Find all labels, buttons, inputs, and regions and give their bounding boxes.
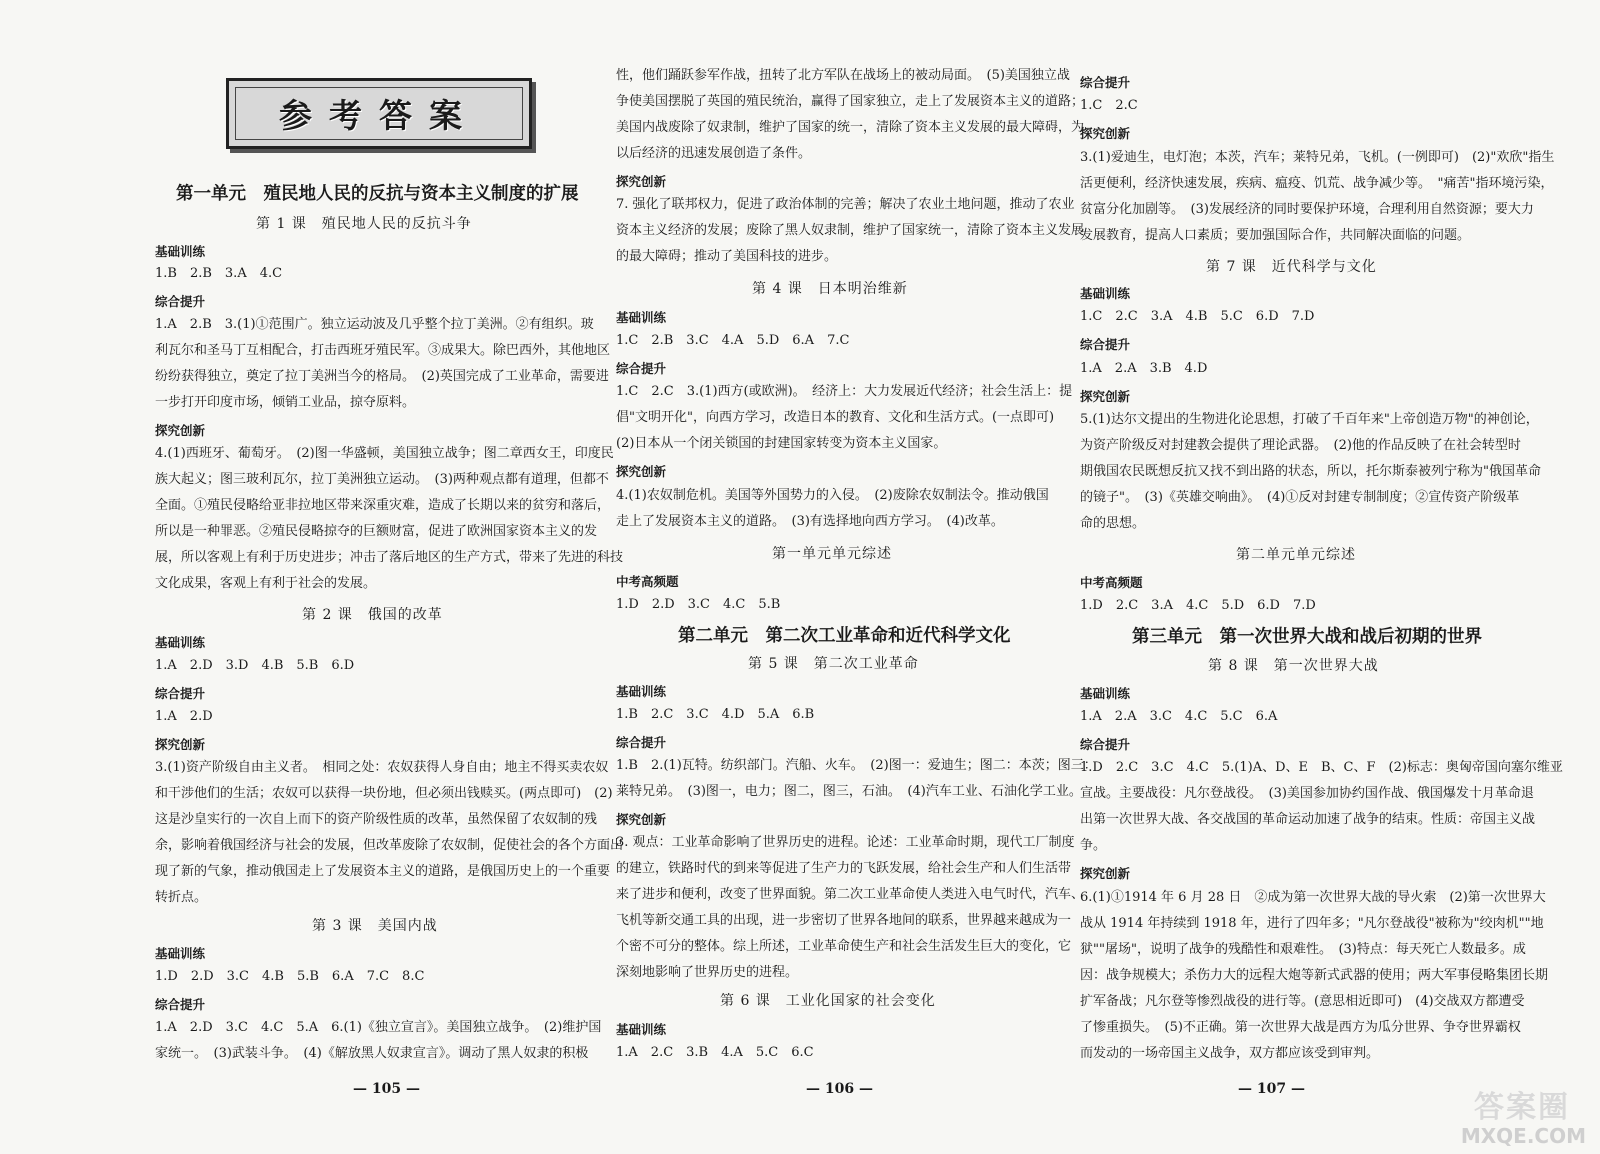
l7-jichu-answers: 1.C 2.C 3.A 4.B 5.C 6.D 7.D xyxy=(1080,309,1315,324)
text-line: 4.(1)农奴制危机。美国等外国势力的入侵。 (2)废除农奴制法令。推动俄国 xyxy=(616,488,1049,503)
lesson7-heading: 第 7 课 近代科学与文化 xyxy=(1206,259,1377,275)
unit1-heading: 第一单元 殖民地人民的反抗与资本主义制度的扩展 xyxy=(176,184,579,204)
l4-jichu-label: 基础训练 xyxy=(616,310,667,325)
text-line: 发展教育，提高人口素质；要加强国际合作，共同解决面临的问题。 xyxy=(1080,228,1471,243)
text-line: 1.A 2.B 3.(1)①范围广。独立运动波及几乎整个拉丁美洲。②有组织。玻 xyxy=(155,317,594,332)
text-line: 的镜子"。 (3)《英雄交响曲》。 (4)①反对封建专制制度；②宣传资产阶级革 xyxy=(1080,490,1520,505)
l2-zonghe-label: 综合提升 xyxy=(155,686,206,701)
zonghe-answers: 1.C 2.C xyxy=(1080,98,1138,113)
text-line: 深刻地影响了世界历史的进程。 xyxy=(616,965,799,980)
l1-zonghe-label: 综合提升 xyxy=(155,294,206,309)
text-line: 一步打开印度市场，倾销工业品，掠夺原料。 xyxy=(155,395,416,410)
text-line: 5.(1)达尔文提出的生物进化论思想，打破了千百年来"上帝创造万物"的神创论， xyxy=(1080,412,1539,427)
l1-tanjiu-label: 探究创新 xyxy=(155,423,206,438)
page-title: 参考答案 xyxy=(235,87,523,140)
text-line: 4.(1)西班牙、葡萄牙。 (2)图一华盛顿，美国独立战争；图二章西女王，印度民 xyxy=(155,446,614,461)
zk-answers: 1.D 2.D 3.C 4.C 5.B xyxy=(616,597,781,612)
watermark-text: MXQE.COM xyxy=(1460,1124,1586,1148)
l8-jichu-answers: 1.A 2.A 3.C 4.C 5.C 6.A xyxy=(1080,709,1278,724)
lesson8-heading: 第 8 课 第一次世界大战 xyxy=(1208,658,1379,674)
text-line: 3.(1)资产阶级自由主义者。 相同之处：农奴获得人身自由；地主不得买卖农奴 xyxy=(155,760,609,775)
text-line: 1.B 2.(1)瓦特。纺织部门。汽船、火车。 (2)图一：爱迪生；图二：本茨；图三： xyxy=(616,758,1097,773)
l4-tanjiu-label: 探究创新 xyxy=(616,464,667,479)
l5-zonghe-label: 综合提升 xyxy=(616,735,667,750)
text-line: 飞机等新交通工具的出现，进一步密切了世界各地间的联系，世界越来越成为一 xyxy=(616,913,1072,928)
lesson4-heading: 第 4 课 日本明治维新 xyxy=(752,281,908,297)
text-line: (2)日本从一个闭关锁国的封建国家转变为资本主义国家。 xyxy=(616,436,947,451)
text-line: 文化成果，客观上有利于社会的发展。 xyxy=(155,576,377,591)
text-line: 以后经济的迅速发展创造了条件。 xyxy=(616,146,812,161)
text-line: 活更便利，经济快速发展，疾病、瘟疫、饥荒、战争减少等。 "痛苦"指环境污染， xyxy=(1080,176,1554,191)
unit2-summary-heading: 第二单元单元综述 xyxy=(1236,547,1356,563)
lesson6-heading: 第 6 课 工业化国家的社会变化 xyxy=(720,993,936,1009)
text-line: 争使美国摆脱了英国的殖民统治，赢得了国家独立，走上了发展资本主义的道路； xyxy=(616,94,1085,109)
text-line: 余，影响着俄国经济与社会的发展，但改革废除了农奴制，促使社会的各个方面出 xyxy=(155,838,624,853)
text-line: 展，所以客观上有利于历史进步；冲击了落后地区的生产方式，带来了先进的科技 xyxy=(155,550,624,565)
unit3-heading: 第三单元 第一次世界大战和战后初期的世界 xyxy=(1132,627,1482,647)
lesson3-heading: 第 3 课 美国内战 xyxy=(312,918,438,934)
text-line: 走上了发展资本主义的道路。 (3)有选择地向西方学习。 (4)改革。 xyxy=(616,514,1004,529)
l2-jichu-label: 基础训练 xyxy=(155,635,206,650)
tanjiu-label: 探究创新 xyxy=(616,174,667,189)
text-line: 1.D 2.C 3.C 4.C 5.(1)A、D、E B、C、F (2)标志：奥匈帝国向塞尔维亚 xyxy=(1080,760,1563,775)
page-number-107: — 107 — xyxy=(1238,1081,1305,1097)
l5-jichu-answers: 1.B 2.C 3.C 4.D 5.A 6.B xyxy=(616,707,815,722)
text-line: 宣战。主要战役：凡尔登战役。 (3)美国参加协约国作战、俄国爆发十月革命退 xyxy=(1080,786,1534,801)
text-line: 族大起义；图三玻利瓦尔，拉丁美洲独立运动。 (3)两种观点都有道理，但都不 xyxy=(155,472,609,487)
text-line: 所以是一种罪恶。②殖民侵略掠夺的巨额财富，促进了欧洲国家资本主义的发 xyxy=(155,524,598,539)
text-line: 现了新的气象，推动俄国走上了发展资本主义的道路，是俄国历史上的一个重要 xyxy=(155,864,611,879)
text-line: 扩军备战；凡尔登等惨烈战役的进行等。(意思相近即可) (4)交战双方都遭受 xyxy=(1080,994,1525,1009)
l4-zonghe-label: 综合提升 xyxy=(616,361,667,376)
l4-jichu-answers: 1.C 2.B 3.C 4.A 5.D 6.A 7.C xyxy=(616,333,850,348)
l8-tanjiu-label: 探究创新 xyxy=(1080,866,1131,881)
l8-jichu-label: 基础训练 xyxy=(1080,686,1131,701)
l1-jichu-label: 基础训练 xyxy=(155,244,206,259)
text-line: 狱""屠场"，说明了战争的残酷性和艰难性。 (3)特点：每天死亡人数最多。成 xyxy=(1080,942,1526,957)
lesson2-heading: 第 2 课 俄国的改革 xyxy=(302,607,443,623)
lesson1-heading: 第 1 课 殖民地人民的反抗斗争 xyxy=(256,216,472,232)
l8-zonghe-label: 综合提升 xyxy=(1080,737,1131,752)
text-line: 1.C 2.C 3.(1)西方(或欧洲)。 经济上：大力发展近代经济；社会生活上：提 xyxy=(616,384,1073,399)
text-line: 这是沙皇实行的一次自上而下的资产阶级性质的改革，虽然保留了农奴制的残 xyxy=(155,812,598,827)
l7-zonghe-answers: 1.A 2.A 3.B 4.D xyxy=(1080,361,1208,376)
l1-jichu-answers: 1.B 2.B 3.A 4.C xyxy=(155,266,283,281)
l7-jichu-label: 基础训练 xyxy=(1080,286,1131,301)
text-line: 纷纷获得独立，奠定了拉丁美洲当今的格局。 (2)英国完成了工业革命，需要进 xyxy=(155,369,609,384)
text-line: 莱特兄弟。 (3)图一，电力；图二，图三，石油。 (4)汽车工业、石油化学工业。 xyxy=(616,784,1082,799)
title-box xyxy=(226,78,532,149)
text-line: 的建立，铁路时代的到来等促进了生产力的飞跃发展，给社会生产和人们生活带 xyxy=(616,861,1072,876)
tanjiu-label: 探究创新 xyxy=(1080,126,1131,141)
text-line: 出第一次世界大战、各交战国的革命运动加速了战争的结束。性质：帝国主义战 xyxy=(1080,812,1536,827)
text-line: 个密不可分的整体。综上所述，工业革命使生产和社会生活发生巨大的变化，它 xyxy=(616,939,1072,954)
text-line: 战从 1914 年持续到 1918 年，进行了四年多；"凡尔登战役"被称为"绞肉机""地 xyxy=(1080,916,1544,931)
l2-tanjiu-label: 探究创新 xyxy=(155,737,206,752)
text-line: 的最大障碍；推动了美国科技的进步。 xyxy=(616,249,838,264)
page-number-105: — 105 — xyxy=(353,1081,420,1097)
page-number-106: — 106 — xyxy=(806,1081,873,1097)
text-line: 3.(1)爱迪生，电灯泡；本茨，汽车；莱特兄弟，飞机。(一例即可) (2)"欢欣"指生 xyxy=(1080,150,1555,165)
l3-jichu-answers: 1.D 2.D 3.C 4.B 5.B 6.A 7.C 8.C xyxy=(155,969,425,984)
l7-zonghe-label: 综合提升 xyxy=(1080,337,1131,352)
text-line: 了惨重损失。 (5)不正确。第一次世界大战是西方为瓜分世界、争夺世界霸权 xyxy=(1080,1020,1521,1035)
text-line: 转折点。 xyxy=(155,890,208,905)
unit1-summary-heading: 第一单元单元综述 xyxy=(772,546,892,562)
text-line: 7. 强化了联邦权力，促进了政治体制的完善；解决了农业土地问题，推动了农业 xyxy=(616,197,1075,212)
l5-tanjiu-label: 探究创新 xyxy=(616,812,667,827)
text-line: 因：战争规模大；杀伤力大的远程大炮等新式武器的使用；两大军事侵略集团长期 xyxy=(1080,968,1549,983)
watermark-logo: 答案圈 xyxy=(1474,1090,1570,1125)
l3-jichu-label: 基础训练 xyxy=(155,946,206,961)
text-line: 倡"文明开化"，向西方学习，改造日本的教育、文化和生活方式。(一点即可) xyxy=(616,410,1055,425)
l6-jichu-label: 基础训练 xyxy=(616,1022,667,1037)
text-line: 利瓦尔和圣马丁互相配合，打击西班牙殖民军。③成果大。除巴西外，其他地区 xyxy=(155,343,611,358)
zk-answers: 1.D 2.C 3.A 4.C 5.D 6.D 7.D xyxy=(1080,598,1316,613)
text-line: 美国内战废除了奴隶制，维护了国家的统一，清除了资本主义发展的最大障碍，为 xyxy=(616,120,1085,135)
text-line: 6.(1)①1914 年 6 月 28 日 ②成为第一次世界大战的导火索 (2)第一次世界大 xyxy=(1080,890,1546,905)
text-line: 争。 xyxy=(1080,838,1107,853)
text-line: 1.A 2.D 3.C 4.C 5.A 6.(1)《独立宣言》。美国独立战争。 (2)维护国 xyxy=(155,1020,602,1035)
l2-zonghe-answers: 1.A 2.D xyxy=(155,709,213,724)
text-line: 家统一。 (3)武装斗争。 (4)《解放黑人奴隶宣言》。调动了黑人奴隶的积极 xyxy=(155,1046,589,1061)
text-line: 来了进步和便利，改变了世界面貌。第二次工业革命使人类进入电气时代，汽车、 xyxy=(616,887,1085,902)
l5-jichu-label: 基础训练 xyxy=(616,684,667,699)
l3-zonghe-label: 综合提升 xyxy=(155,997,206,1012)
text-line: 3. 观点：工业革命影响了世界历史的进程。论述：工业革命时期，现代工厂制度 xyxy=(616,835,1075,850)
lesson5-heading: 第 5 课 第二次工业革命 xyxy=(748,656,919,672)
l6-jichu-answers: 1.A 2.C 3.B 4.A 5.C 6.C xyxy=(616,1045,814,1060)
text-line: 期俄国农民既想反抗又找不到出路的状态，所以，托尔斯泰被列宁称为"俄国革命 xyxy=(1080,464,1541,479)
text-line: 和干涉他们的生活；农奴可以获得一块份地，但必须出钱赎买。(两点即可) (2) xyxy=(155,786,613,801)
zk-label: 中考高频题 xyxy=(616,574,679,589)
text-line: 命的思想。 xyxy=(1080,516,1146,531)
text-line: 为资产阶级反对封建教会提供了理论武器。 (2)他的作品反映了在社会转型时 xyxy=(1080,438,1521,453)
zk-label: 中考高频题 xyxy=(1080,575,1143,590)
l2-jichu-answers: 1.A 2.D 3.D 4.B 5.B 6.D xyxy=(155,658,355,673)
zonghe-label: 综合提升 xyxy=(1080,75,1131,90)
text-line: 资本主义经济的发展；废除了黑人奴隶制，维护了国家统一，清除了资本主义发展 xyxy=(616,223,1085,238)
text-line: 性，他们踊跃参军作战，扭转了北方军队在战场上的被动局面。 (5)美国独立战 xyxy=(616,68,1070,83)
text-line: 贫富分化加剧等。 (3)发展经济的同时要保护环境，合理利用自然资源；要大力 xyxy=(1080,202,1534,217)
unit2-heading: 第二单元 第二次工业革命和近代科学文化 xyxy=(678,626,1011,646)
text-line: 全面。①殖民侵略给亚非拉地区带来深重灾难，造成了长期以来的贫穷和落后， xyxy=(155,498,611,513)
text-line: 而发动的一场帝国主义战争，双方都应该受到审判。 xyxy=(1080,1046,1380,1061)
l7-tanjiu-label: 探究创新 xyxy=(1080,389,1131,404)
